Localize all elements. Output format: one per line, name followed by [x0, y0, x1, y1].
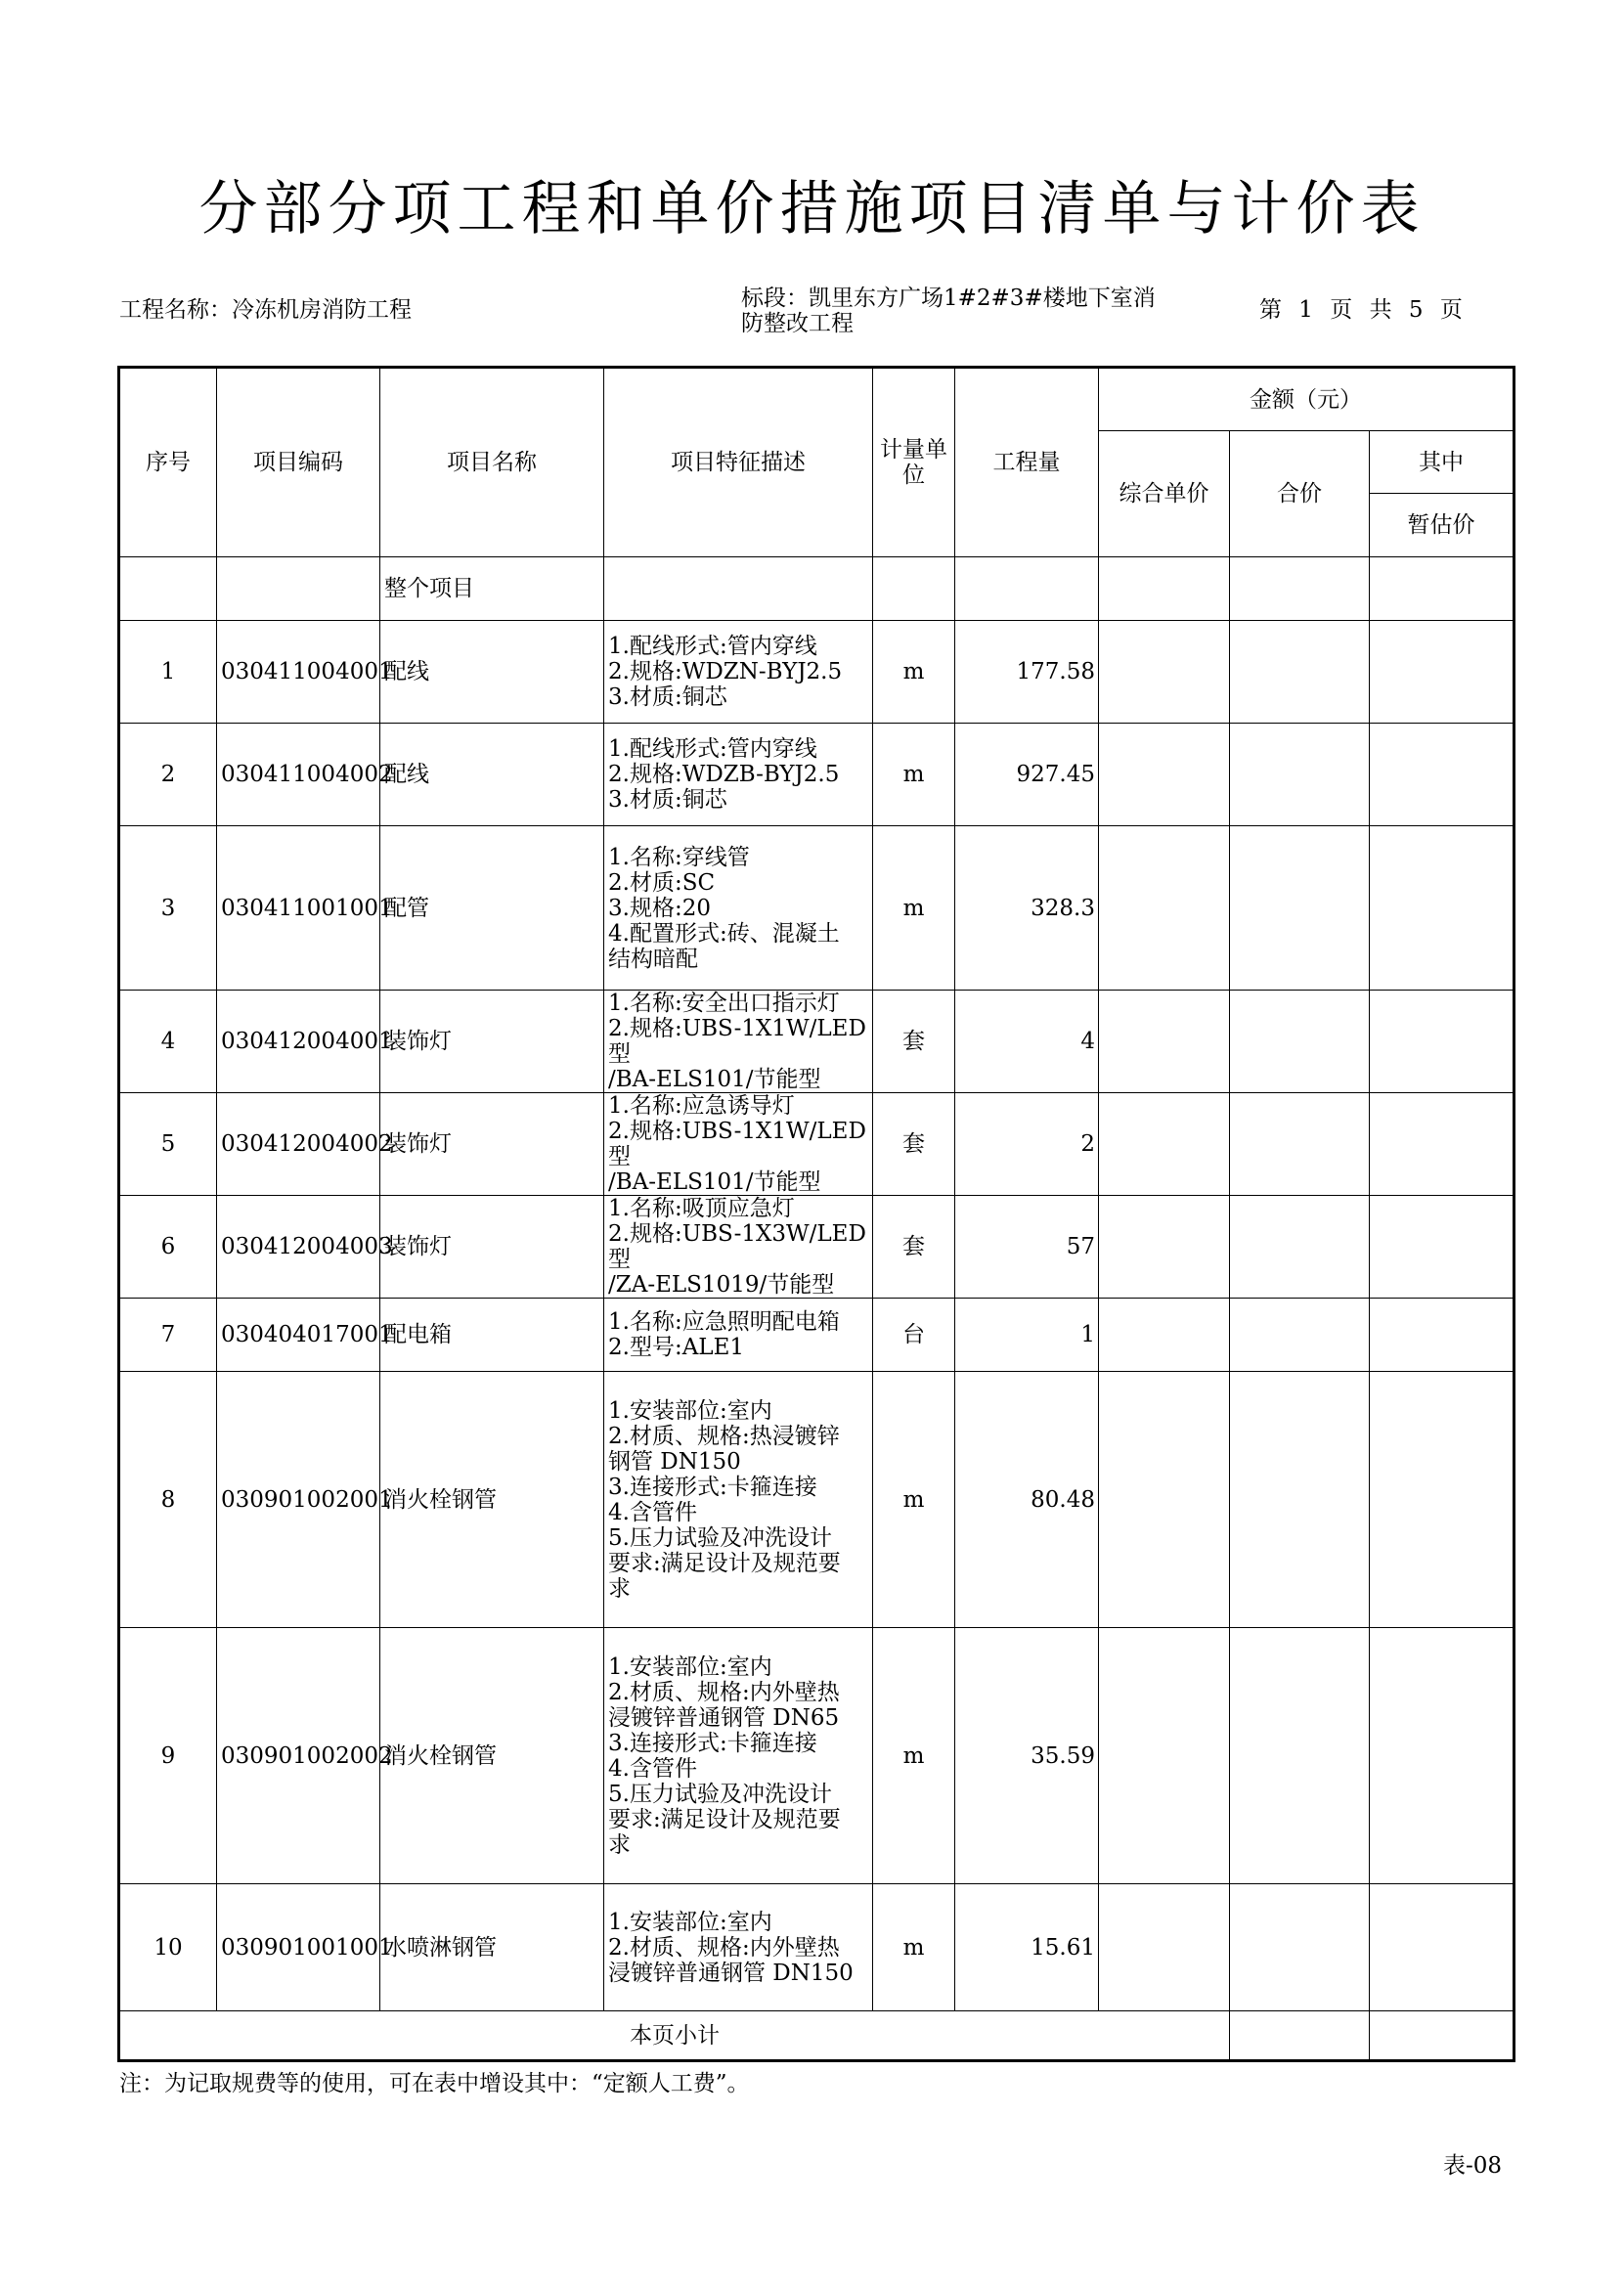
row-code: 030404017001: [217, 1299, 380, 1372]
page-title: 分部分项工程和单价措施项目清单与计价表: [198, 175, 1426, 243]
row-desc: 1.安装部位:室内 2.材质、规格:内外壁热 浸镀锌普通钢管 DN150: [604, 1884, 873, 2011]
row-name: 配电箱: [380, 1299, 604, 1372]
row-unit-price: [1099, 1299, 1230, 1372]
row-total: [1230, 1884, 1370, 2011]
row-provisional: [1370, 621, 1514, 724]
header-qty: 工程量: [955, 368, 1099, 557]
group-provisional: [1370, 557, 1514, 621]
header-unit: 计量单位: [873, 368, 955, 557]
header-desc: 项目特征描述: [604, 368, 873, 557]
row-provisional: [1370, 1628, 1514, 1884]
row-total: [1230, 991, 1370, 1093]
row-desc: 1.名称:穿线管 2.材质:SC 3.规格:20 4.配置形式:砖、混凝土 结构暗配: [604, 826, 873, 991]
row-qty: 927.45: [955, 724, 1099, 826]
header-amount: 金额（元）: [1099, 368, 1514, 431]
row-seq: 5: [119, 1093, 217, 1196]
project-name: 工程名称：冷冻机房消防工程: [119, 297, 412, 323]
table-row: [119, 991, 1514, 1093]
row-desc: 1.名称:应急诱导灯 2.规格:UBS-1X1W/LED型 /BA-ELS101/节能型: [604, 1093, 873, 1196]
row-seq: 8: [119, 1372, 217, 1628]
row-total: [1230, 1196, 1370, 1299]
row-name: 水喷淋钢管: [380, 1884, 604, 2011]
row-seq: 2: [119, 724, 217, 826]
row-desc: 1.安装部位:室内 2.材质、规格:热浸镀锌 钢管 DN150 3.连接形式:卡箍连接 4.含管件 5.压力试验及冲洗设计 要求:满足设计及规范要 求: [604, 1372, 873, 1628]
row-name: 装饰灯: [380, 1196, 604, 1299]
row-unit: 套: [873, 991, 955, 1093]
row-provisional: [1370, 724, 1514, 826]
row-qty: 177.58: [955, 621, 1099, 724]
row-seq: 9: [119, 1628, 217, 1884]
row-desc: 1.配线形式:管内穿线 2.规格:WDZB-BYJ2.5 3.材质:铜芯: [604, 724, 873, 826]
row-unit: 套: [873, 1093, 955, 1196]
table-row: [119, 826, 1514, 991]
header-total: 合价: [1230, 431, 1370, 557]
footnote: 注：为记取规费等的使用，可在表中增设其中：“定额人工费”。: [119, 2071, 750, 2096]
group-row: [119, 557, 1514, 621]
table-row: [119, 1372, 1514, 1628]
section-line-1: 标段：凯里东方广场1#2#3#楼地下室消: [741, 286, 1156, 311]
row-name: 配线: [380, 724, 604, 826]
row-unit-price: [1099, 1372, 1230, 1628]
row-qty: 2: [955, 1093, 1099, 1196]
row-unit: m: [873, 826, 955, 991]
row-name: 装饰灯: [380, 991, 604, 1093]
row-seq: 1: [119, 621, 217, 724]
row-name: 消火栓钢管: [380, 1628, 604, 1884]
row-qty: 57: [955, 1196, 1099, 1299]
row-code: 030411001001: [217, 826, 380, 991]
row-qty: 35.59: [955, 1628, 1099, 1884]
group-total: [1230, 557, 1370, 621]
pricing-table: [117, 366, 1515, 2062]
row-code: 030901002002: [217, 1628, 380, 1884]
row-total: [1230, 621, 1370, 724]
section-line-2: 防整改工程: [741, 311, 854, 336]
row-desc: 1.名称:应急照明配电箱 2.型号:ALE1: [604, 1299, 873, 1372]
group-label: 整个项目: [380, 557, 604, 621]
row-code: 030412004001: [217, 991, 380, 1093]
row-seq: 3: [119, 826, 217, 991]
row-unit-price: [1099, 826, 1230, 991]
group-code: [217, 557, 380, 621]
row-unit-price: [1099, 1196, 1230, 1299]
row-unit: m: [873, 621, 955, 724]
row-seq: 7: [119, 1299, 217, 1372]
row-unit-price: [1099, 991, 1230, 1093]
row-code: 030901002001: [217, 1372, 380, 1628]
row-unit: 套: [873, 1196, 955, 1299]
row-provisional: [1370, 1884, 1514, 2011]
row-unit: m: [873, 724, 955, 826]
row-seq: 6: [119, 1196, 217, 1299]
row-name: 配管: [380, 826, 604, 991]
row-total: [1230, 826, 1370, 991]
row-total: [1230, 1372, 1370, 1628]
row-desc: 1.配线形式:管内穿线 2.规格:WDZN-BYJ2.5 3.材质:铜芯: [604, 621, 873, 724]
group-unit: [873, 557, 955, 621]
header-of-which: 其中: [1370, 431, 1514, 494]
group-unit-price: [1099, 557, 1230, 621]
row-unit-price: [1099, 1093, 1230, 1196]
row-total: [1230, 1628, 1370, 1884]
row-unit: 台: [873, 1299, 955, 1372]
row-total: [1230, 1299, 1370, 1372]
table-row: [119, 1196, 1514, 1299]
row-provisional: [1370, 1299, 1514, 1372]
section-info: [741, 286, 1201, 336]
row-unit: m: [873, 1628, 955, 1884]
table-row: [119, 1884, 1514, 2011]
row-code: 030901001001: [217, 1884, 380, 2011]
row-desc: 1.安装部位:室内 2.材质、规格:内外壁热 浸镀锌普通钢管 DN65 3.连接形式:卡箍连接 4.含管件 5.压力试验及冲洗设计 要求:满足设计及规范要 求: [604, 1628, 873, 1884]
row-code: 030412004003: [217, 1196, 380, 1299]
row-desc: 1.名称:安全出口指示灯 2.规格:UBS-1X1W/LED型 /BA-ELS101/节能型: [604, 991, 873, 1093]
header-provisional: 暂估价: [1370, 494, 1514, 557]
row-seq: 4: [119, 991, 217, 1093]
table-row: [119, 1093, 1514, 1196]
row-provisional: [1370, 991, 1514, 1093]
row-unit: m: [873, 1372, 955, 1628]
row-desc: 1.名称:吸顶应急灯 2.规格:UBS-1X3W/LED型 /ZA-ELS1019/节能型: [604, 1196, 873, 1299]
row-code: 030411004002: [217, 724, 380, 826]
row-qty: 80.48: [955, 1372, 1099, 1628]
row-code: 030412004002: [217, 1093, 380, 1196]
row-unit-price: [1099, 1628, 1230, 1884]
subtotal-row: [119, 2011, 1514, 2061]
group-desc: [604, 557, 873, 621]
row-code: 030411004001: [217, 621, 380, 724]
header-unit-price: 综合单价: [1099, 431, 1230, 557]
header-seq: 序号: [119, 368, 217, 557]
row-name: 消火栓钢管: [380, 1372, 604, 1628]
header-name: 项目名称: [380, 368, 604, 557]
table-row: [119, 621, 1514, 724]
row-unit-price: [1099, 1884, 1230, 2011]
row-unit-price: [1099, 621, 1230, 724]
subtotal-label: 本页小计: [119, 2011, 1230, 2061]
subtotal-provisional: [1370, 2011, 1514, 2061]
page-number: 第 1 页 共 5 页: [1259, 297, 1463, 323]
subtotal-total: [1230, 2011, 1370, 2061]
row-name: 配线: [380, 621, 604, 724]
group-seq: [119, 557, 217, 621]
row-unit-price: [1099, 724, 1230, 826]
row-qty: 1: [955, 1299, 1099, 1372]
table-row: [119, 724, 1514, 826]
row-provisional: [1370, 1093, 1514, 1196]
row-name: 装饰灯: [380, 1093, 604, 1196]
group-qty: [955, 557, 1099, 621]
row-provisional: [1370, 826, 1514, 991]
table-row: [119, 1628, 1514, 1884]
header-code: 项目编码: [217, 368, 380, 557]
row-qty: 328.3: [955, 826, 1099, 991]
form-number: 表-08: [1443, 2153, 1503, 2179]
row-seq: 10: [119, 1884, 217, 2011]
row-provisional: [1370, 1196, 1514, 1299]
row-total: [1230, 1093, 1370, 1196]
table-row: [119, 1299, 1514, 1372]
row-qty: 15.61: [955, 1884, 1099, 2011]
row-total: [1230, 724, 1370, 826]
row-provisional: [1370, 1372, 1514, 1628]
row-qty: 4: [955, 991, 1099, 1093]
row-unit: m: [873, 1884, 955, 2011]
